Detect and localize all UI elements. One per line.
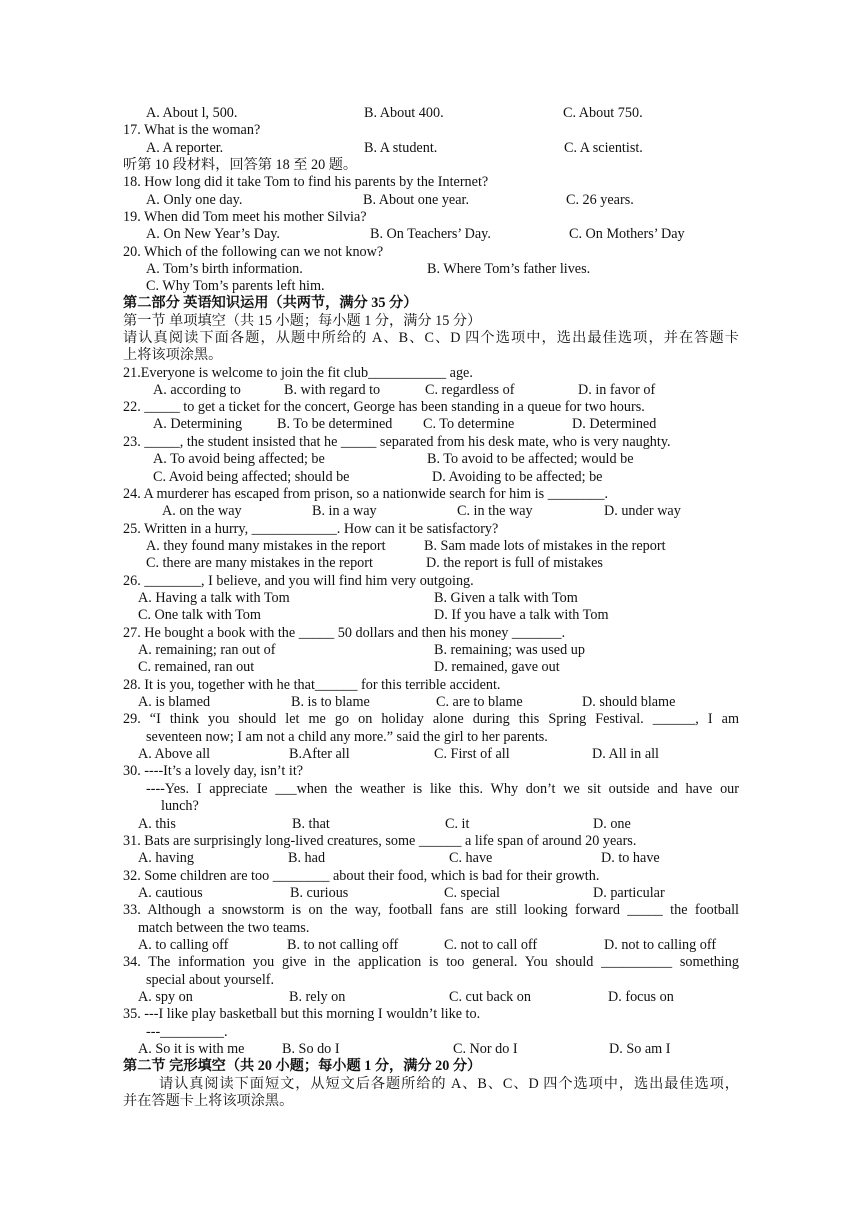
option-d: D. should blame	[582, 694, 676, 710]
option-d: D. particular	[593, 885, 665, 901]
option-a: A. Only one day.	[146, 192, 243, 208]
option-c: C. One talk with Tom	[138, 607, 261, 623]
option-d: D. Avoiding to be affected; be	[432, 469, 603, 485]
option-a: A. cautious	[138, 885, 203, 901]
option-d: D. to have	[601, 850, 660, 866]
section-1-instruction-line-2: 上将该项涂黑。	[123, 347, 223, 363]
option-b: B. A student.	[364, 140, 438, 156]
option-c: C. not to call off	[444, 937, 538, 953]
option-d: D. the report is full of mistakes	[426, 555, 603, 571]
option-b: B. had	[288, 850, 326, 866]
option-a: A. on the way	[162, 503, 242, 519]
option-c: C. A scientist.	[564, 140, 643, 156]
option-c: C. cut back on	[449, 989, 531, 1005]
section-1-title: 第一节 单项填空（共 15 小题；每小题 1 分，满分 15 分）	[123, 313, 482, 329]
question-31-stem: 31. Bats are surprisingly long-lived creatures, some ______ a life span of around 20 years.	[123, 833, 637, 849]
option-c: C. are to blame	[436, 694, 523, 710]
section-1-instruction-line-1: 请认真阅读下面各题，从题中所给的 A、B、C、D 四个选项中，选出最佳选项，并在答题卡	[123, 330, 739, 346]
option-b: B. To be determined	[277, 416, 393, 432]
option-a: A. Above all	[138, 746, 211, 762]
question-20-stem: 20. Which of the following can we not know?	[123, 244, 384, 260]
option-a: A. according to	[153, 382, 241, 398]
option-a: A. they found many mistakes in the report	[146, 538, 386, 554]
option-d: D. focus on	[608, 989, 674, 1005]
option-b: B. in a way	[312, 503, 377, 519]
option-d: D. So am I	[609, 1041, 671, 1057]
option-b: B. rely on	[289, 989, 346, 1005]
option-b: B. On Teachers’ Day.	[370, 226, 491, 242]
option-b: B. Given a talk with Tom	[434, 590, 578, 606]
option-d: D. All in all	[592, 746, 659, 762]
option-a: A. remaining; ran out of	[138, 642, 276, 658]
question-27-stem: 27. He bought a book with the _____ 50 dollars and then his money _______.	[123, 625, 566, 641]
option-c: C. 26 years.	[566, 192, 634, 208]
option-a: A. to calling off	[138, 937, 229, 953]
option-b: B. that	[292, 816, 330, 832]
option-c: C. remained, ran out	[138, 659, 255, 675]
question-28-stem: 28. It is you, together with he that______ for this terrible accident.	[123, 677, 501, 693]
question-23-stem: 23. _____, the student insisted that he _____ separated from his desk mate, who is very naughty.	[123, 434, 671, 450]
option-c: C. Nor do I	[453, 1041, 518, 1057]
question-22-stem: 22. _____ to get a ticket for the concert, George has been standing in a queue for two hours.	[123, 399, 645, 415]
question-26-stem: 26. ________, I believe, and you will find him very outgoing.	[123, 573, 474, 589]
question-34-stem-line-1: 34. The information you give in the application is too general. You should __________ something	[123, 954, 739, 970]
question-34-stem-line-2: special about yourself.	[146, 972, 275, 988]
question-19-stem: 19. When did Tom meet his mother Silvia?	[123, 209, 367, 225]
option-c: C. there are many mistakes in the report	[146, 555, 373, 571]
question-32-stem: 32. Some children are too ________ about their food, which is bad for their growth.	[123, 868, 600, 884]
option-b: B. curious	[290, 885, 349, 901]
option-b: B. So do I	[282, 1041, 340, 1057]
option-d: D. If you have a talk with Tom	[434, 607, 609, 623]
option-a: A. Determining	[153, 416, 243, 432]
listening-10-instruction: 听第 10 段材料，回答第 18 至 20 题。	[123, 157, 358, 173]
option-b: B. About one year.	[363, 192, 469, 208]
part-2-title: 第二部分 英语知识运用（共两节，满分 35 分）	[123, 295, 418, 311]
option-b: B. Sam made lots of mistakes in the report	[424, 538, 666, 554]
option-a: A. having	[138, 850, 194, 866]
option-d: D. in favor of	[578, 382, 656, 398]
option-c: C. On Mothers’ Day	[569, 226, 685, 242]
option-c: C. special	[444, 885, 500, 901]
option-a: A. On New Year’s Day.	[146, 226, 280, 242]
option-c: C. Why Tom’s parents left him.	[146, 278, 325, 294]
option-b: B. to not calling off	[287, 937, 399, 953]
question-18-stem: 18. How long did it take Tom to find his parents by the Internet?	[123, 174, 489, 190]
question-29-stem-line-1: 29. “I think you should let me go on holiday alone during this Spring Festival. ______, I am	[123, 711, 739, 727]
option-d: D. one	[593, 816, 631, 832]
question-25-stem: 25. Written in a hurry, ____________. How can it be satisfactory?	[123, 521, 499, 537]
option-a: A. this	[138, 816, 176, 832]
option-a: A. is blamed	[138, 694, 211, 710]
option-b: B. Where Tom’s father lives.	[427, 261, 591, 277]
question-33-stem-line-1: 33. Although a snowstorm is on the way, football fans are still looking forward _____ the football	[123, 902, 739, 918]
section-2-instruction-line-2: 并在答题卡上将该项涂黑。	[123, 1093, 294, 1109]
option-d: D. remained, gave out	[434, 659, 560, 675]
question-30-reply-line-1: ----Yes. I appreciate ___when the weather is like this. Why don’t we sit outside and have our	[146, 781, 739, 797]
option-b: B. remaining; was used up	[434, 642, 585, 658]
question-30-stem: 30. ----It’s a lovely day, isn’t it?	[123, 763, 304, 779]
option-d: D. under way	[604, 503, 681, 519]
option-b: B.After all	[289, 746, 350, 762]
option-c: C. have	[449, 850, 493, 866]
option-c: C. About 750.	[563, 105, 643, 121]
option-a: A. So it is with me	[138, 1041, 245, 1057]
question-24-stem: 24. A murderer has escaped from prison, so a nationwide search for him is ________.	[123, 486, 609, 502]
option-c: C. it	[445, 816, 470, 832]
question-35-reply: ---_________.	[146, 1024, 228, 1040]
option-c: C. Avoid being affected; should be	[153, 469, 350, 485]
option-b: B. To avoid to be affected; would be	[427, 451, 634, 467]
question-30-reply-line-2: lunch?	[161, 798, 199, 814]
option-c: C. regardless of	[425, 382, 515, 398]
option-c: C. in the way	[457, 503, 533, 519]
section-2-title: 第二节 完形填空（共 20 小题；每小题 1 分，满分 20 分）	[123, 1058, 482, 1074]
option-c: C. First of all	[434, 746, 510, 762]
option-a: A. spy on	[138, 989, 193, 1005]
question-35-stem: 35. ---I like play basketball but this morning I wouldn’t like to.	[123, 1006, 481, 1022]
question-29-stem-line-2: seventeen now; I am not a child any more.” said the girl to her parents.	[146, 729, 548, 745]
option-a: A. To avoid being affected; be	[153, 451, 325, 467]
option-d: D. not to calling off	[604, 937, 717, 953]
option-b: B. is to blame	[291, 694, 370, 710]
option-a: A. A reporter.	[146, 140, 224, 156]
option-a: A. About l, 500.	[146, 105, 238, 121]
question-17-stem: 17. What is the woman?	[123, 122, 261, 138]
question-33-stem-line-2: match between the two teams.	[138, 920, 310, 936]
section-2-instruction-line-1: 请认真阅读下面短文，从短文后各题所给的 A、B、C、D 四个选项中，选出最佳选项，	[159, 1076, 739, 1092]
question-21-stem: 21.Everyone is welcome to join the fit club___________ age.	[123, 365, 473, 381]
option-a: A. Tom’s birth information.	[146, 261, 303, 277]
option-b: B. About 400.	[364, 105, 444, 121]
option-d: D. Determined	[572, 416, 657, 432]
option-c: C. To determine	[423, 416, 515, 432]
option-b: B. with regard to	[284, 382, 381, 398]
option-a: A. Having a talk with Tom	[138, 590, 290, 606]
